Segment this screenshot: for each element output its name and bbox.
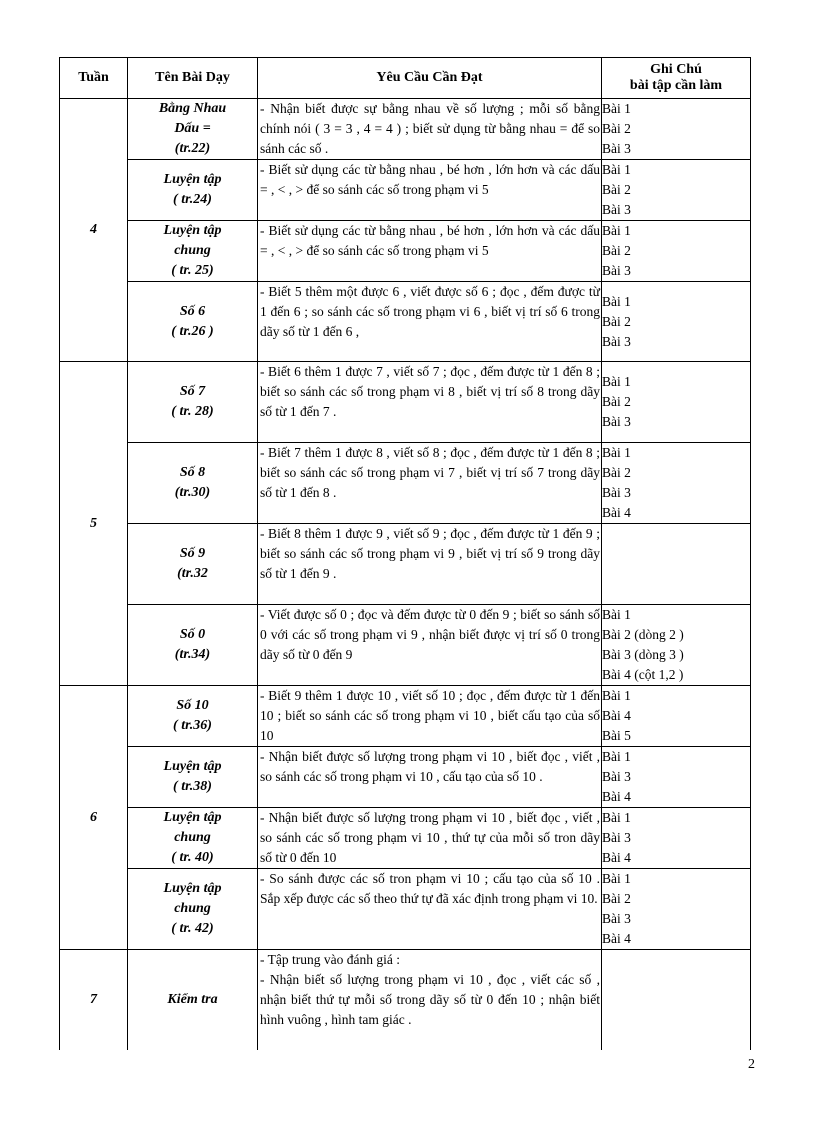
notes-cell: Bài 1 Bài 3 Bài 4 xyxy=(602,747,751,808)
requirement-cell: - Biết 9 thêm 1 được 10 , viết số 10 ; đọc , đếm được từ 1 đến 10 ; biết so sánh các số trong phạm vi 10 , biết cấu tạo của số 10 xyxy=(258,686,602,747)
notes-cell: Bài 1 Bài 2 Bài 3 Bài 4 xyxy=(602,869,751,950)
lesson-cell: Số 7 ( tr. 28) xyxy=(128,362,258,443)
requirement-cell: - Biết sử dụng các từ bằng nhau , bé hơn , lớn hơn và các dấu = , < , > để so sánh các số trong phạm vi 5 xyxy=(258,221,602,282)
table-row xyxy=(60,747,751,808)
table-row xyxy=(60,282,751,362)
lesson-cell: Số 6 ( tr.26 ) xyxy=(128,282,258,362)
notes-cell: Bài 1 Bài 2 Bài 3 xyxy=(602,160,751,221)
week-cell: 5 xyxy=(60,362,128,686)
lesson-cell: Số 10 ( tr.36) xyxy=(128,686,258,747)
requirement-cell: - Biết sử dụng các từ bằng nhau , bé hơn , lớn hơn và các dấu = , < , > để so sánh các số trong phạm vi 5 xyxy=(258,160,602,221)
requirement-cell: - Biết 6 thêm 1 được 7 , viết số 7 ; đọc , đếm được từ 1 đến 8 ; biết so sánh các số trong phạm vi 8 , biết vị trí số 8 trong dãy số từ 1 đến 7 . xyxy=(258,362,602,443)
lesson-cell: Luyện tập chung ( tr. 42) xyxy=(128,869,258,950)
lesson-cell: Luyện tập ( tr.38) xyxy=(128,747,258,808)
requirement-cell: - Viết được số 0 ; đọc và đếm được từ 0 đến 9 ; biết so sánh số 0 với các số trong phạm vi 9 , nhận biết được vị trí số 0 trong dãy số từ 0 đến 9 xyxy=(258,605,602,686)
header-lesson: Tên Bài Dạy xyxy=(128,58,258,99)
requirement-cell: - So sánh được các số tron phạm vi 10 ; cấu tạo của số 10 . Sắp xếp được các số theo thứ tự đã xác định trong phạm vi 10. xyxy=(258,869,602,950)
table-row xyxy=(60,869,751,950)
requirement-cell: - Nhận biết được số lượng trong phạm vi 10 , biết đọc , viết , so sánh các số trong phạm vi 10 , thứ tự của mỗi số tron dãy số từ 0 đến 10 xyxy=(258,808,602,869)
table-row xyxy=(60,524,751,605)
header-notes-line1: Ghi Chú xyxy=(650,62,702,77)
requirement-cell: - Nhận biết được sự bằng nhau về số lượng ; mỗi số bằng chính nói ( 3 = 3 , 4 = 4 ) ; biết sử dụng từ bằng nhau = để so sánh các số . xyxy=(258,99,602,160)
table-row xyxy=(60,950,751,1050)
notes-cell: Bài 1 Bài 3 Bài 4 xyxy=(602,808,751,869)
notes-cell xyxy=(602,950,751,1050)
lesson-cell: Luyện tập chung ( tr. 25) xyxy=(128,221,258,282)
lesson-cell: Số 0 (tr.34) xyxy=(128,605,258,686)
lesson-cell: Bằng Nhau Dấu = (tr.22) xyxy=(128,99,258,160)
notes-cell xyxy=(602,524,751,605)
requirement-cell: - Biết 7 thêm 1 được 8 , viết số 8 ; đọc , đếm được từ 1 đến 8 ; biết so sánh các số trong phạm vi 7 , biết vị trí số 7 trong dãy số từ 1 đến 8 . xyxy=(258,443,602,524)
table-row xyxy=(60,808,751,869)
header-notes-line2: bài tập cần làm xyxy=(629,78,723,93)
notes-cell: Bài 1 Bài 2 Bài 3 xyxy=(602,221,751,282)
lesson-cell: Số 8 (tr.30) xyxy=(128,443,258,524)
lesson-cell: Luyện tập ( tr.24) xyxy=(128,160,258,221)
notes-cell: Bài 1 Bài 2 Bài 3 Bài 4 xyxy=(602,443,751,524)
lesson-plan-table xyxy=(59,57,751,1050)
requirement-cell: - Nhận biết được số lượng trong phạm vi 10 , biết đọc , viết , so sánh các số trong phạm vi 10 , cấu tạo của số 10 . xyxy=(258,747,602,808)
table-row xyxy=(60,221,751,282)
table-header-row xyxy=(60,58,751,99)
notes-cell: Bài 1 Bài 2 (dòng 2 ) Bài 3 (dòng 3 ) Bài 4 (cột 1,2 ) xyxy=(602,605,751,686)
table-row xyxy=(60,443,751,524)
requirement-cell: - Tập trung vào đánh giá : - Nhận biết số lượng trong phạm vi 10 , đọc , viết các số , nhận biết thứ tự mỗi số trong dãy số từ 0 đến 10 ; nhận biết hình vuông , hình tam giác . xyxy=(258,950,602,1050)
notes-cell: Bài 1 Bài 4 Bài 5 xyxy=(602,686,751,747)
table-row xyxy=(60,605,751,686)
lesson-cell: Luyện tập chung ( tr. 40) xyxy=(128,808,258,869)
week-cell: 7 xyxy=(60,950,128,1050)
requirement-cell: - Biết 8 thêm 1 được 9 , viết số 9 ; đọc , đếm được từ 1 đến 9 ; biết so sánh các số trong phạm vi 9 , biết vị trí số 9 trong dãy số từ 1 đến 9 . xyxy=(258,524,602,605)
table-row xyxy=(60,686,751,747)
week-cell: 4 xyxy=(60,99,128,362)
lesson-cell: Kiểm tra xyxy=(128,950,258,1050)
lesson-cell: Số 9 (tr.32 xyxy=(128,524,258,605)
header-requirements: Yêu Cầu Cần Đạt xyxy=(258,58,602,99)
table-row xyxy=(60,362,751,443)
requirement-cell: - Biết 5 thêm một được 6 , viết được số 6 ; đọc , đếm được từ 1 đến 6 ; so sánh các số trong phạm vi 6 , biết vị trí số 6 trong dãy số từ 1 đến 6 , xyxy=(258,282,602,362)
table-row xyxy=(60,160,751,221)
notes-cell: Bài 1 Bài 2 Bài 3 xyxy=(602,282,751,362)
week-cell: 6 xyxy=(60,686,128,950)
notes-cell: Bài 1 Bài 2 Bài 3 xyxy=(602,362,751,443)
header-week: Tuần xyxy=(60,58,128,99)
table-row xyxy=(60,99,751,160)
page-number: 2 xyxy=(748,1057,755,1072)
notes-cell: Bài 1 Bài 2 Bài 3 xyxy=(602,99,751,160)
header-notes xyxy=(602,58,751,99)
